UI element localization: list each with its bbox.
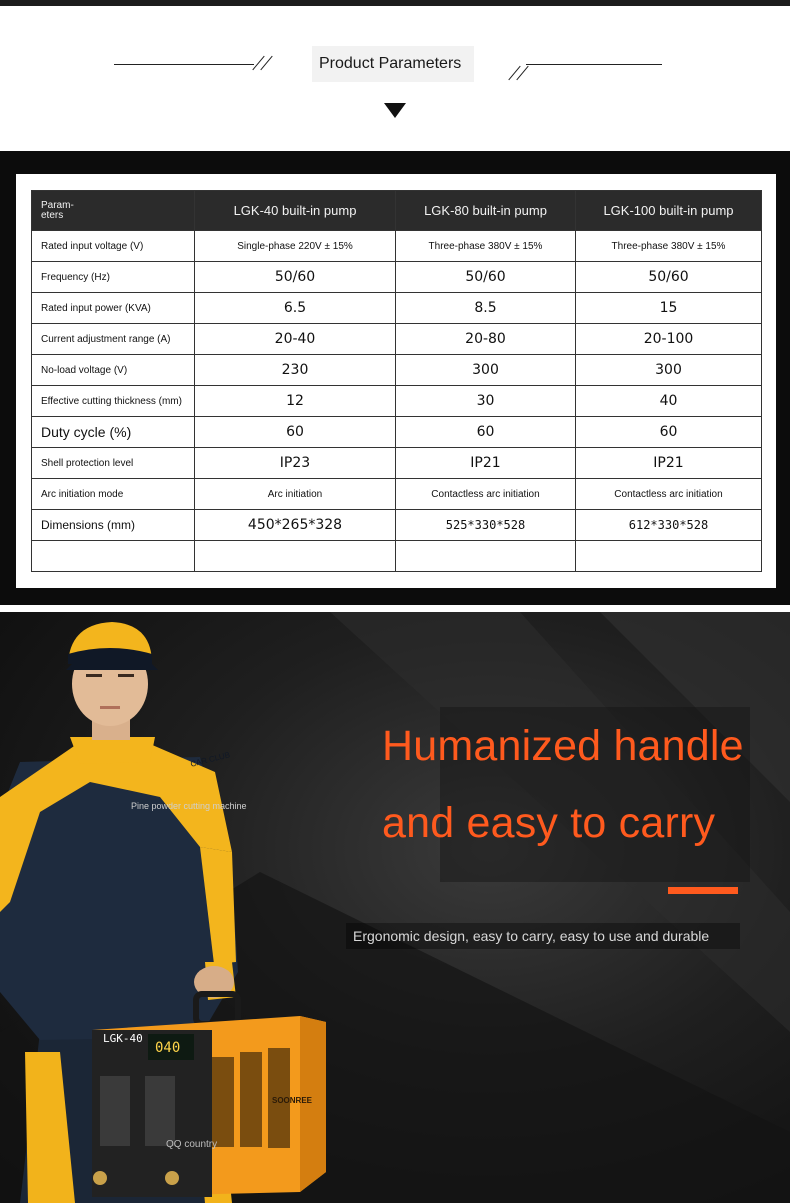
table-cell: Contactless arc initiation bbox=[576, 479, 762, 510]
promo-illustration bbox=[0, 612, 790, 1203]
table-cell: 300 bbox=[576, 355, 762, 386]
cap-text: CAR CLUB bbox=[189, 750, 231, 769]
watermark: QQ country bbox=[166, 1139, 218, 1150]
row-label: Shell protection level bbox=[32, 448, 195, 479]
table-cell bbox=[195, 541, 396, 572]
corner-label-1: Param- bbox=[41, 199, 74, 211]
table-cell: 50/60 bbox=[396, 262, 576, 293]
table-cell: IP21 bbox=[396, 448, 576, 479]
row-label: No-load voltage (V) bbox=[32, 355, 195, 386]
table-cell: Arc initiation bbox=[195, 479, 396, 510]
table-cell: 60 bbox=[396, 417, 576, 448]
table-cell: Contactless arc initiation bbox=[396, 479, 576, 510]
promo-banner bbox=[0, 612, 790, 1203]
promo-subtitle: Ergonomic design, easy to carry, easy to use and durable bbox=[353, 928, 710, 944]
row-label: Arc initiation mode bbox=[32, 479, 195, 510]
down-triangle-icon bbox=[384, 103, 406, 118]
table-row bbox=[32, 417, 762, 448]
table-cell bbox=[396, 541, 576, 572]
row-label: Effective cutting thickness (mm) bbox=[32, 386, 195, 417]
table-cell: 6.5 bbox=[195, 293, 396, 324]
table-cell: 60 bbox=[576, 417, 762, 448]
decor-line-left bbox=[114, 64, 254, 65]
table-cell: 12 bbox=[195, 386, 396, 417]
table-row bbox=[32, 293, 762, 324]
table-cell: 20-40 bbox=[195, 324, 396, 355]
table-header-row bbox=[32, 191, 762, 231]
table-row bbox=[32, 479, 762, 510]
table-cell: 525*330*528 bbox=[396, 510, 576, 541]
table-cell: Three-phase 380V ± 15% bbox=[576, 231, 762, 262]
table-cell: 300 bbox=[396, 355, 576, 386]
spec-table bbox=[31, 190, 762, 572]
table-cell: 8.5 bbox=[396, 293, 576, 324]
row-label: Dimensions (mm) bbox=[32, 510, 195, 541]
section-header bbox=[0, 6, 790, 151]
table-cell: 612*330*528 bbox=[576, 510, 762, 541]
table-row bbox=[32, 510, 762, 541]
overlay-caption: Pine powder cutting machine bbox=[131, 801, 247, 811]
machine-model-label: LGK-40 bbox=[103, 1032, 143, 1045]
table-row bbox=[32, 386, 762, 417]
machine-display: 040 bbox=[155, 1040, 181, 1056]
table-row bbox=[32, 231, 762, 262]
table-cell: 30 bbox=[396, 386, 576, 417]
table-cell: 230 bbox=[195, 355, 396, 386]
row-label: Rated input voltage (V) bbox=[32, 231, 195, 262]
row-label: Frequency (Hz) bbox=[32, 262, 195, 293]
headline-line-2: and easy to carry bbox=[382, 799, 716, 847]
machine-brand: SOONREE bbox=[272, 1096, 313, 1105]
table-row bbox=[32, 262, 762, 293]
row-label: Duty cycle (%) bbox=[32, 417, 195, 448]
column-header: LGK-80 built-in pump bbox=[396, 191, 576, 231]
column-header: LGK-40 built-in pump bbox=[195, 191, 396, 231]
table-cell: 20-100 bbox=[576, 324, 762, 355]
table-cell: Three-phase 380V ± 15% bbox=[396, 231, 576, 262]
table-cell: 20-80 bbox=[396, 324, 576, 355]
column-header: LGK-100 built-in pump bbox=[576, 191, 762, 231]
table-cell: IP23 bbox=[195, 448, 396, 479]
row-label bbox=[32, 541, 195, 572]
row-label: Rated input power (KVA) bbox=[32, 293, 195, 324]
table-cell: Single-phase 220V ± 15% bbox=[195, 231, 396, 262]
corner-label-2: eters bbox=[41, 209, 64, 221]
table-row-empty bbox=[32, 541, 762, 572]
table-cell: 60 bbox=[195, 417, 396, 448]
table-cell: 50/60 bbox=[576, 262, 762, 293]
table-cell: 450*265*328 bbox=[195, 510, 396, 541]
table-cell: IP21 bbox=[576, 448, 762, 479]
section-title: Product Parameters bbox=[319, 55, 462, 72]
table-row bbox=[32, 355, 762, 386]
table-cell bbox=[576, 541, 762, 572]
accent-bar bbox=[668, 887, 738, 894]
table-cell: 15 bbox=[576, 293, 762, 324]
table-row bbox=[32, 448, 762, 479]
section-separator bbox=[0, 605, 790, 612]
table-cell: 50/60 bbox=[195, 262, 396, 293]
table-row bbox=[32, 324, 762, 355]
headline-line-1: Humanized handle bbox=[382, 722, 744, 770]
decor-line-right bbox=[526, 64, 662, 65]
row-label: Current adjustment range (A) bbox=[32, 324, 195, 355]
table-cell: 40 bbox=[576, 386, 762, 417]
corner-cell bbox=[32, 191, 195, 231]
